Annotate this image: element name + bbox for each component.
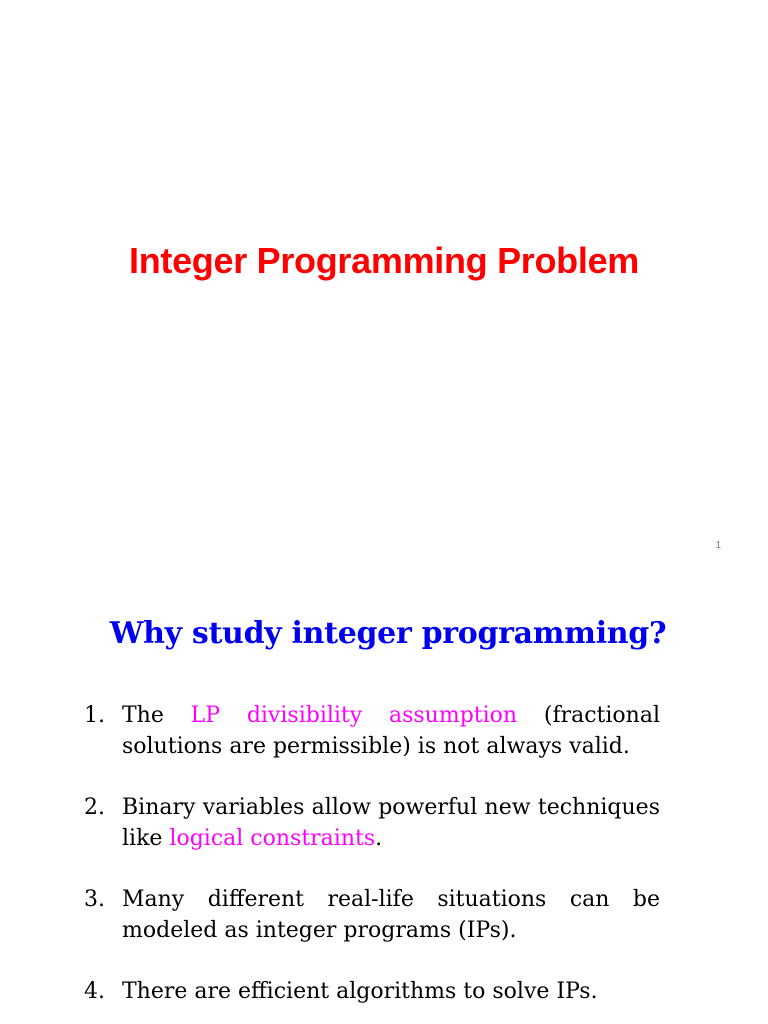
item-text: Binary variables allow powerful new techniques like	[122, 795, 660, 851]
item-text: There are efficient algorithms to solve IPs.	[122, 979, 598, 1004]
item-text: Many different real-life situations can be modeled as integer programs (IPs).	[122, 887, 660, 943]
slide-2	[0, 576, 768, 1024]
reasons-list	[84, 700, 660, 1024]
slide-2-title: Why study integer programming?	[109, 616, 667, 651]
item-text: The	[122, 703, 191, 728]
item-number: 4.	[84, 979, 105, 1004]
list-item	[84, 884, 660, 946]
item-number: 3.	[84, 887, 105, 912]
item-number: 1.	[84, 703, 105, 728]
item-text-tail: .	[375, 826, 383, 851]
item-text-tail: (fractional solutions are permissible) is not always valid.	[122, 703, 660, 759]
highlighted-term: logical constraints	[169, 826, 376, 851]
list-item	[84, 976, 660, 1007]
list-item	[84, 792, 660, 854]
item-number: 2.	[84, 795, 105, 820]
slide-1-title: Integer Programming Problem	[129, 240, 639, 281]
page-number: 1	[715, 540, 721, 551]
list-item	[84, 700, 660, 762]
highlighted-term: LP divisibility assumption	[190, 703, 518, 728]
